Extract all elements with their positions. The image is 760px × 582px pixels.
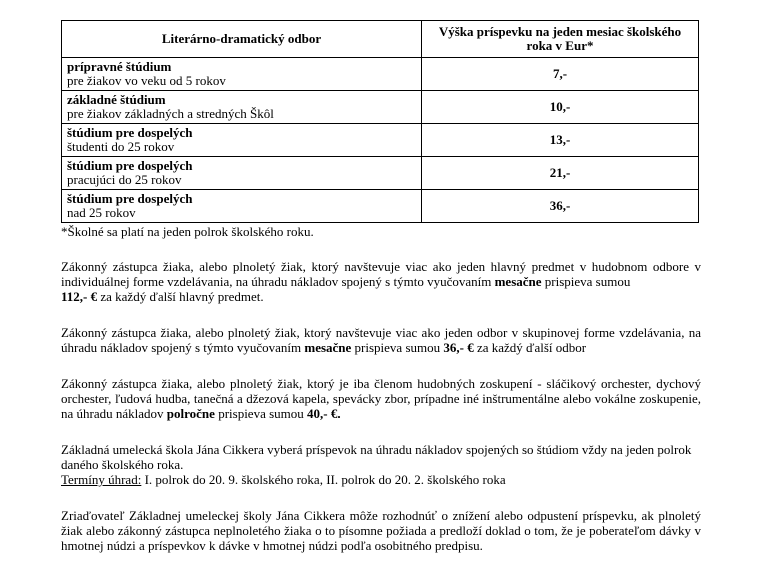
- study-category: štúdium pre dospelých: [67, 158, 193, 173]
- study-category: prípravné štúdium: [67, 59, 172, 74]
- table-row: [62, 91, 699, 124]
- fee-amount: 21,-: [422, 157, 699, 190]
- fee-amount: 36,-: [422, 190, 699, 223]
- study-detail: študenti do 25 rokov: [67, 139, 175, 154]
- table-row: [62, 190, 699, 223]
- header-department: Literárno-dramatický odbor: [62, 21, 422, 58]
- table-row: [62, 124, 699, 157]
- fee-amount: 13,-: [422, 124, 699, 157]
- study-category: základné štúdium: [67, 92, 166, 107]
- header-monthly-fee: Výška príspevku na jeden mesiac školského roka v Eur*: [422, 21, 699, 58]
- study-category: štúdium pre dospelých: [67, 191, 193, 206]
- paragraph-waiver: Zriaďovateľ Základnej umeleckej školy Jána Cikkera môže rozhodnúť o znížení alebo odpustení príspevku, ak plnoletý žiak alebo zákonný zástupca neplnoletého žiaka o to písomne požiada a predloží doklad o tom, že je poberateľom dávky v hmotnej núdzi a príspevkov k dávke v hmotnej núdzi podľa osobitného predpisu.: [61, 508, 701, 553]
- terms-label: Termíny úhrad:: [61, 472, 142, 487]
- footnote: *Školné sa platí na jeden polrok školského roku.: [61, 224, 314, 239]
- study-category: štúdium pre dospelých: [67, 125, 193, 140]
- table-header-row: [62, 21, 699, 58]
- paragraph-extra-department: Zákonný zástupca žiaka, alebo plnoletý žiak, ktorý navštevuje viac ako jeden odbor v skupinovej forme vzdelávania, na úhradu nákladov spojený s týmto vyučovaním mesačne prispieva sumou 36,- € za každý ďalší odbor: [61, 325, 701, 355]
- study-detail: nad 25 rokov: [67, 205, 136, 220]
- paragraph-ensembles: Zákonný zástupca žiaka, alebo plnoletý žiak, ktorý je iba členom hudobných zoskupení - sláčikový orchester, dychový orchester, ľudová hudba, tanečná a džezová kapela, spevácky zbor, prípadne iné inštrumentálne alebo vokálne zoskupenie, na úhradu nákladov polročne prispieva sumou 40,- €.: [61, 376, 701, 421]
- fee-amount: 7,-: [422, 58, 699, 91]
- study-type-cell: [62, 124, 422, 157]
- study-detail: pre žiakov základných a stredných Škôl: [67, 106, 274, 121]
- paragraph-payment-terms: Základná umelecká škola Jána Cikkera vyberá príspevok na úhradu nákladov spojených so štúdiom vždy na jeden polrok daného školského roka. Termíny úhrad: I. polrok do 20. 9. školského roka, II. polrok do 20. 2. školského roka: [61, 442, 692, 487]
- study-type-cell: [62, 190, 422, 223]
- study-detail: pracujúci do 25 rokov: [67, 172, 182, 187]
- study-type-cell: [62, 91, 422, 124]
- table-row: [62, 157, 699, 190]
- paragraph-extra-subject: Zákonný zástupca žiaka, alebo plnoletý žiak, ktorý navštevuje viac ako jeden hlavný predmet v hudobnom odbore v individuálnej forme vzdelávania, na úhradu nákladov spojený s týmto vyučovaním mesačne prispieva sumou 112,- € za každý ďalší hlavný predmet.: [61, 259, 701, 304]
- fee-amount: 10,-: [422, 91, 699, 124]
- fee-table: [61, 20, 699, 223]
- document: [61, 20, 701, 553]
- table-row: [62, 58, 699, 91]
- study-type-cell: [62, 58, 422, 91]
- study-type-cell: [62, 157, 422, 190]
- study-detail: pre žiakov vo veku od 5 rokov: [67, 73, 226, 88]
